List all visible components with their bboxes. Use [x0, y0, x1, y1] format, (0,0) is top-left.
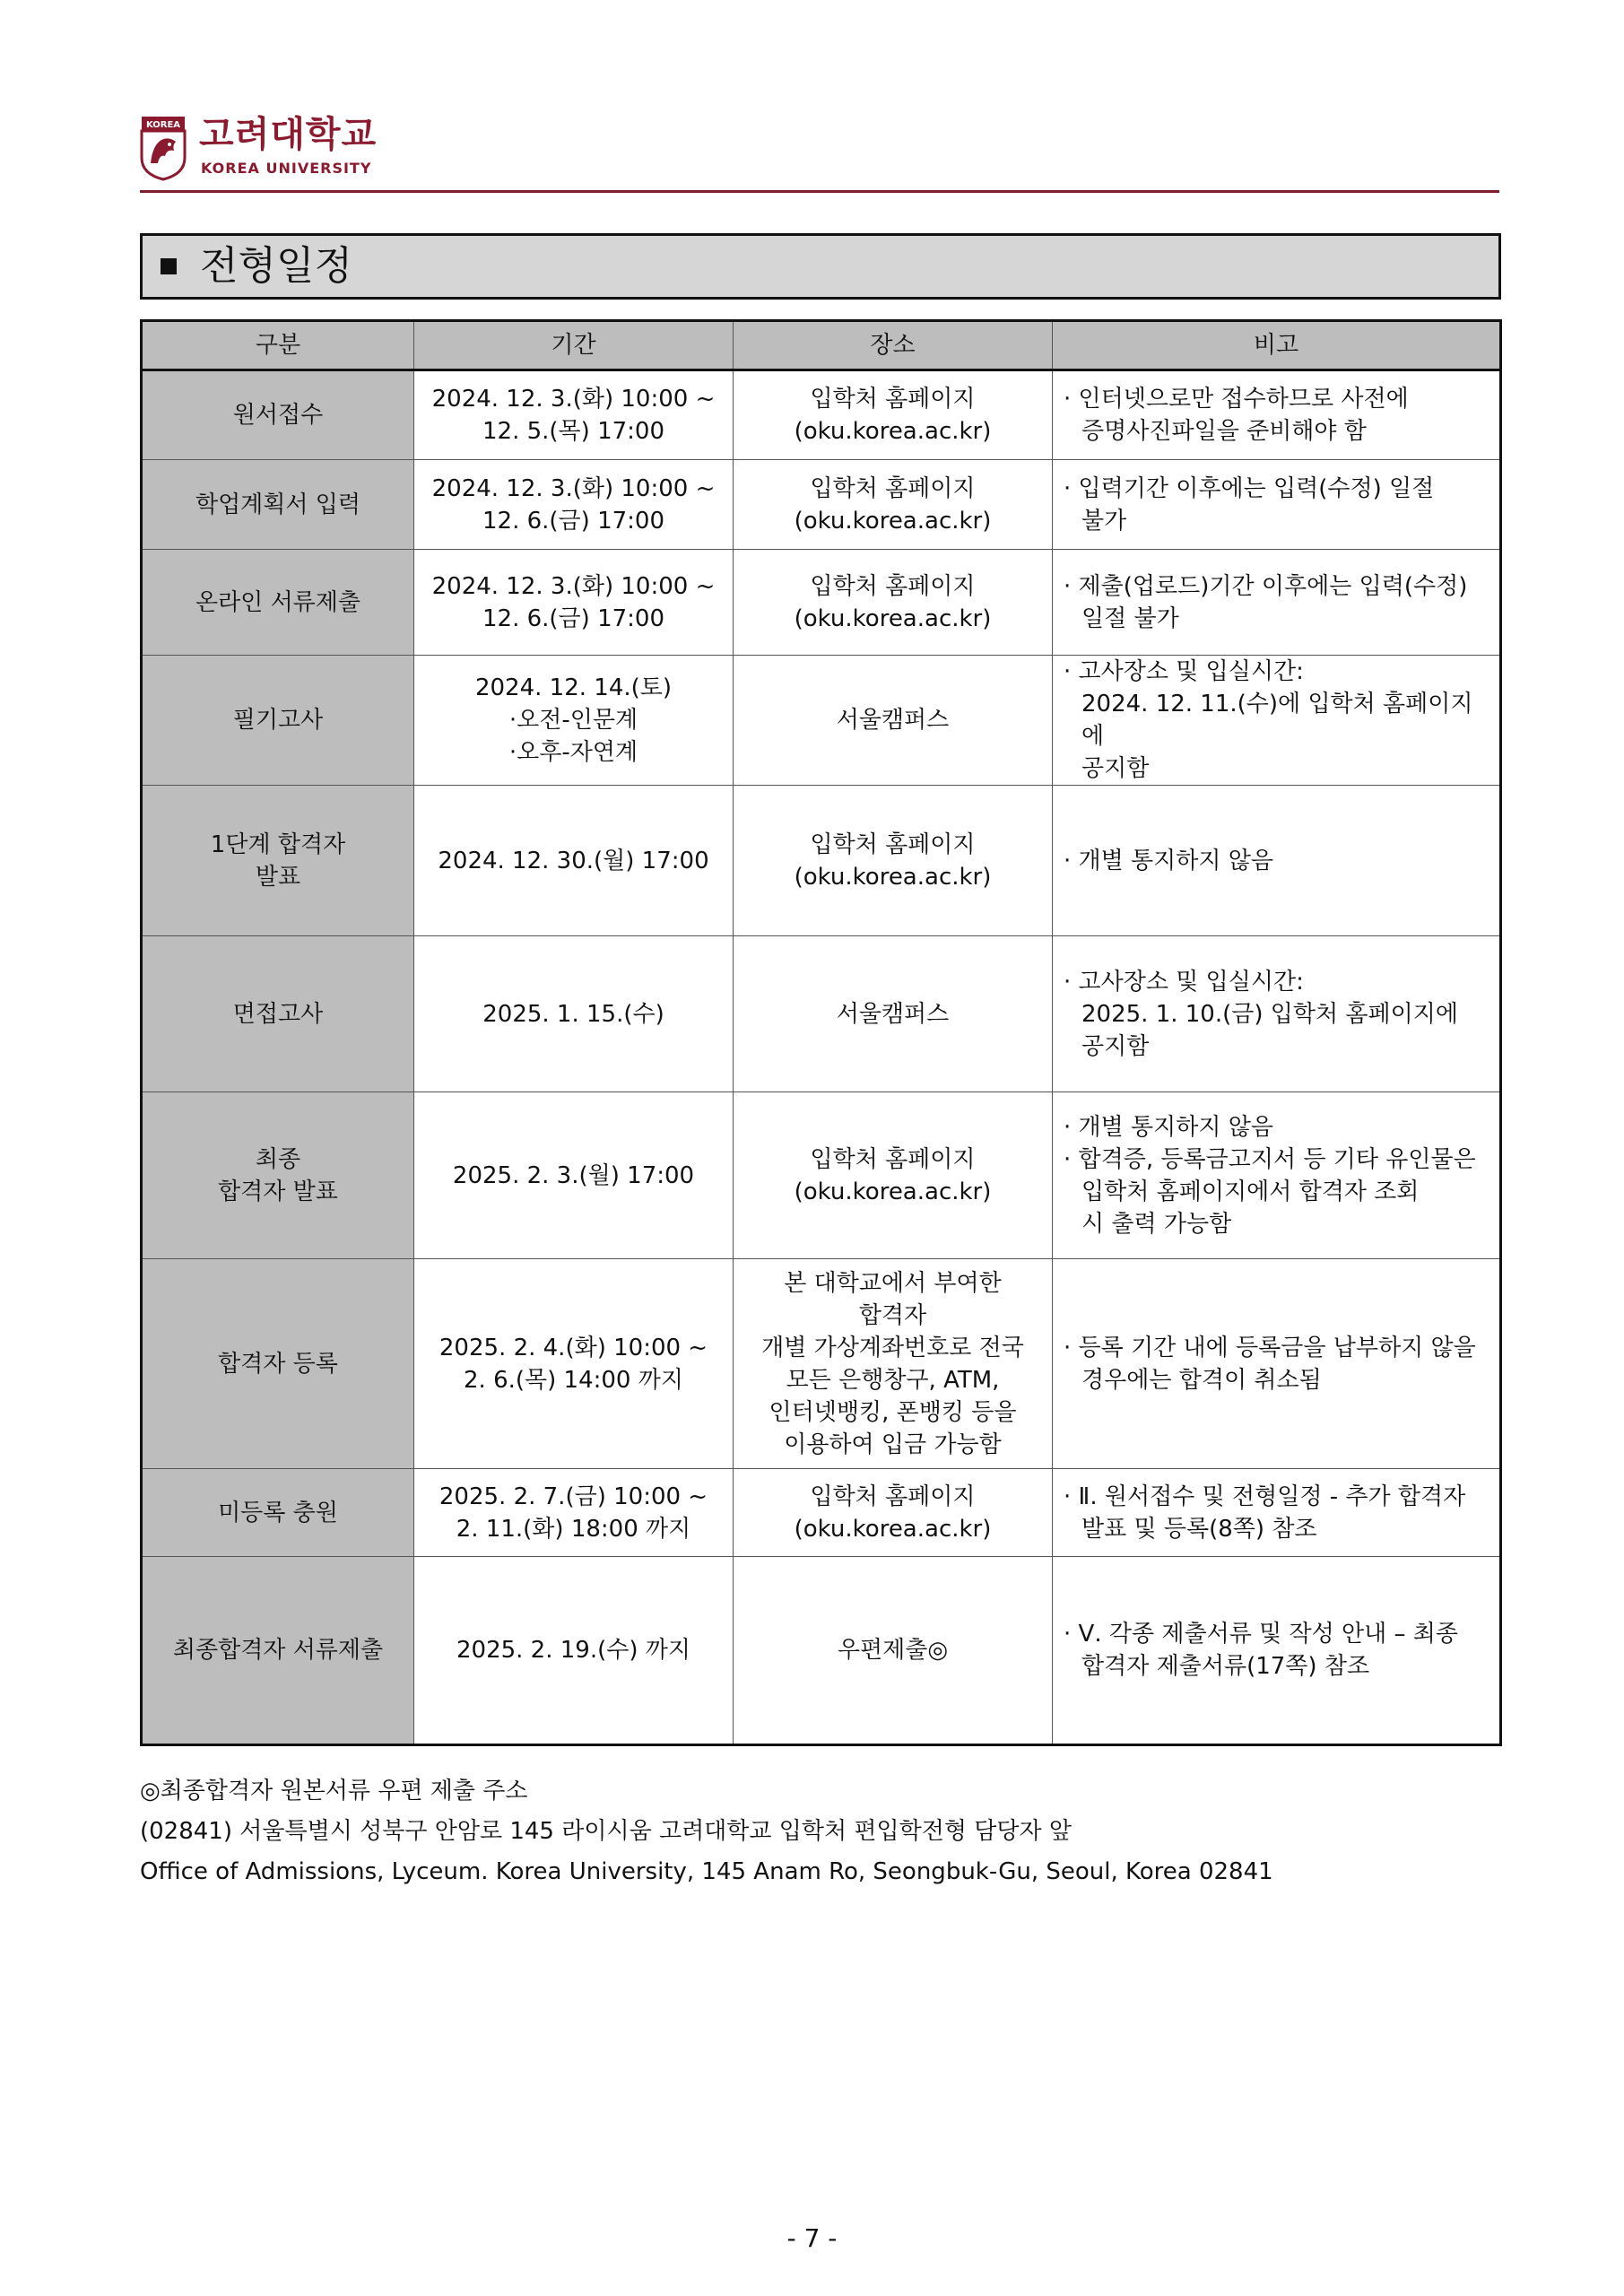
- notes-cell: [1053, 1557, 1501, 1745]
- table-row: [142, 1092, 1501, 1259]
- column-header-place: 장소: [734, 321, 1053, 370]
- period-cell: [414, 936, 734, 1092]
- period-cell-text: 2024. 12. 30.(월) 17:00: [438, 847, 709, 874]
- place-cell: [734, 936, 1053, 1092]
- period-cell-text: 2024. 12. 3.(화) 10:00 ~ 12. 5.(목) 17:00: [431, 386, 716, 445]
- table-row: [142, 550, 1501, 656]
- notes-cell: [1053, 1469, 1501, 1557]
- category-cell: [142, 1259, 414, 1469]
- notes-cell: [1053, 370, 1501, 460]
- note-line: · 고사장소 및 입실시간: 2025. 1. 10.(금) 입학처 홈페이지에 공지함: [1064, 968, 1458, 1060]
- section-title: 전형일정: [200, 243, 353, 289]
- column-header-period: 기간: [414, 321, 734, 370]
- category-cell-text: 1단계 합격자 발표: [210, 831, 346, 891]
- notes-cell: [1053, 656, 1501, 786]
- place-cell-text: 우편제출◎: [837, 1637, 949, 1664]
- notes-cell: [1053, 460, 1501, 550]
- place-cell-text: 입학처 홈페이지 (oku.korea.ac.kr): [794, 474, 992, 535]
- period-cell: [414, 1469, 734, 1557]
- schedule-table-body: [142, 370, 1501, 1745]
- table-row: [142, 656, 1501, 786]
- note-line: · 제출(업로드)기간 이후에는 입력(수정) 일절 불가: [1064, 572, 1468, 632]
- notes-cell: [1053, 1259, 1501, 1469]
- category-cell-text: 온라인 서류제출: [195, 588, 361, 616]
- period-cell-text: 2025. 2. 7.(금) 10:00 ~ 2. 11.(화) 18:00 까지: [439, 1483, 708, 1543]
- category-cell: [142, 786, 414, 936]
- place-cell-text: 입학처 홈페이지 (oku.korea.ac.kr): [794, 572, 992, 632]
- section-title-box: [140, 233, 1501, 300]
- page-number: - 7 -: [786, 2223, 838, 2253]
- table-header-row: [142, 321, 1501, 370]
- note-line: · 인터넷으로만 접수하므로 사전에 증명사진파일을 준비해야 함: [1064, 386, 1409, 445]
- korea-university-emblem: [140, 115, 187, 181]
- table-row: [142, 786, 1501, 936]
- period-cell-text: 2024. 12. 3.(화) 10:00 ~ 12. 6.(금) 17:00: [431, 474, 716, 535]
- mail-address-korean: (02841) 서울특별시 성북구 안암로 145 라이시움 고려대학교 입학처 편입학전형 담당자 앞: [140, 1818, 1072, 1845]
- place-cell-text: 본 대학교에서 부여한 합격자 개별 가상계좌번호로 전국 모든 은행창구, ATM, 인터넷뱅킹, 폰뱅킹 등을 이용하여 입금 가능함: [761, 1269, 1024, 1458]
- category-cell-text: 면접고사: [232, 1000, 324, 1028]
- note-line: · 등록 기간 내에 등록금을 납부하지 않을 경우에는 합격이 취소됨: [1064, 1334, 1476, 1394]
- period-cell: [414, 460, 734, 550]
- table-row: [142, 1259, 1501, 1469]
- svg-text:KOREA: KOREA: [145, 120, 181, 130]
- note-line: · 개별 통지하지 않음: [1064, 1113, 1273, 1141]
- period-cell-text: 2024. 12. 3.(화) 10:00 ~ 12. 6.(금) 17:00: [431, 572, 716, 632]
- place-cell-text: 입학처 홈페이지 (oku.korea.ac.kr): [794, 386, 992, 445]
- place-cell: [734, 1259, 1053, 1469]
- period-cell: [414, 1092, 734, 1259]
- note-line: · Ⅱ. 원서접수 및 전형일정 - 추가 합격자 발표 및 등록(8쪽) 참조: [1064, 1483, 1466, 1543]
- mail-address-english: Office of Admissions, Lyceum. Korea University, 145 Anam Ro, Seongbuk-Gu, Seoul, Korea 02841: [140, 1858, 1273, 1885]
- notes-cell: [1053, 786, 1501, 936]
- period-cell-text: 2025. 2. 4.(화) 10:00 ~ 2. 6.(목) 14:00 까지: [439, 1334, 708, 1394]
- place-cell: [734, 460, 1053, 550]
- category-cell-text: 최종합격자 서류제출: [172, 1637, 384, 1664]
- period-cell: [414, 550, 734, 656]
- place-cell-text: 입학처 홈페이지 (oku.korea.ac.kr): [794, 1483, 992, 1543]
- square-bullet-icon: [161, 258, 177, 274]
- category-cell: [142, 370, 414, 460]
- column-header-category: 구분: [142, 321, 414, 370]
- notes-cell: [1053, 936, 1501, 1092]
- page-header: [140, 115, 1499, 196]
- table-row: [142, 370, 1501, 460]
- note-line: · 고사장소 및 입실시간: 2024. 12. 11.(수)에 입학처 홈페이지에 공지함: [1064, 658, 1473, 782]
- place-cell: [734, 1469, 1053, 1557]
- category-cell: [142, 1092, 414, 1259]
- place-cell: [734, 550, 1053, 656]
- place-cell-text: 입학처 홈페이지 (oku.korea.ac.kr): [794, 831, 992, 891]
- schedule-table: [140, 319, 1502, 1746]
- category-cell-text: 미등록 충원: [218, 1499, 338, 1526]
- period-cell-text: 2024. 12. 14.(토) ·오전-인문계 ·오후-자연계: [474, 674, 673, 766]
- place-cell: [734, 656, 1053, 786]
- place-cell: [734, 786, 1053, 936]
- period-cell: [414, 370, 734, 460]
- table-row: [142, 936, 1501, 1092]
- place-cell-text: 입학처 홈페이지 (oku.korea.ac.kr): [794, 1145, 992, 1205]
- note-line: · 합격증, 등록금고지서 등 기타 유인물은 입학처 홈페이지에서 합격자 조회 시 출력 가능함: [1064, 1145, 1476, 1238]
- period-cell: [414, 786, 734, 936]
- period-cell: [414, 1557, 734, 1745]
- table-row: [142, 1469, 1501, 1557]
- category-cell: [142, 460, 414, 550]
- category-cell: [142, 550, 414, 656]
- place-cell: [734, 370, 1053, 460]
- column-header-notes: 비고: [1053, 321, 1501, 370]
- table-row: [142, 1557, 1501, 1745]
- category-cell-text: 합격자 등록: [218, 1350, 338, 1378]
- place-cell-text: 서울캠퍼스: [836, 707, 950, 734]
- category-cell-text: 필기고사: [232, 707, 324, 734]
- period-cell: [414, 656, 734, 786]
- note-line: · 입력기간 이후에는 입력(수정) 일절 불가: [1064, 474, 1435, 535]
- footer-notes: [140, 1771, 1273, 1892]
- category-cell-text: 최종 합격자 발표: [218, 1145, 338, 1205]
- period-cell-text: 2025. 1. 15.(수): [482, 1000, 664, 1028]
- mail-address-heading: ◎최종합격자 원본서류 우편 제출 주소: [140, 1778, 528, 1805]
- place-cell-text: 서울캠퍼스: [836, 1000, 950, 1028]
- category-cell-text: 원서접수: [232, 402, 324, 429]
- header-divider: [140, 190, 1499, 193]
- period-cell: [414, 1259, 734, 1469]
- category-cell: [142, 656, 414, 786]
- category-cell-text: 학업계획서 입력: [195, 491, 361, 518]
- note-line: · 개별 통지하지 않음: [1064, 847, 1273, 874]
- logo-english: KOREA UNIVERSITY: [201, 160, 372, 177]
- notes-cell: [1053, 550, 1501, 656]
- note-line: · Ⅴ. 각종 제출서류 및 작성 안내 – 최종 합격자 제출서류(17쪽) 참조: [1064, 1621, 1458, 1680]
- category-cell: [142, 1557, 414, 1745]
- place-cell: [734, 1557, 1053, 1745]
- place-cell: [734, 1092, 1053, 1259]
- logo-korean: 고려대학교: [199, 114, 378, 155]
- notes-cell: [1053, 1092, 1501, 1259]
- category-cell: [142, 936, 414, 1092]
- period-cell-text: 2025. 2. 19.(수) 까지: [456, 1637, 691, 1664]
- table-row: [142, 460, 1501, 550]
- category-cell: [142, 1469, 414, 1557]
- period-cell-text: 2025. 2. 3.(월) 17:00: [452, 1161, 695, 1189]
